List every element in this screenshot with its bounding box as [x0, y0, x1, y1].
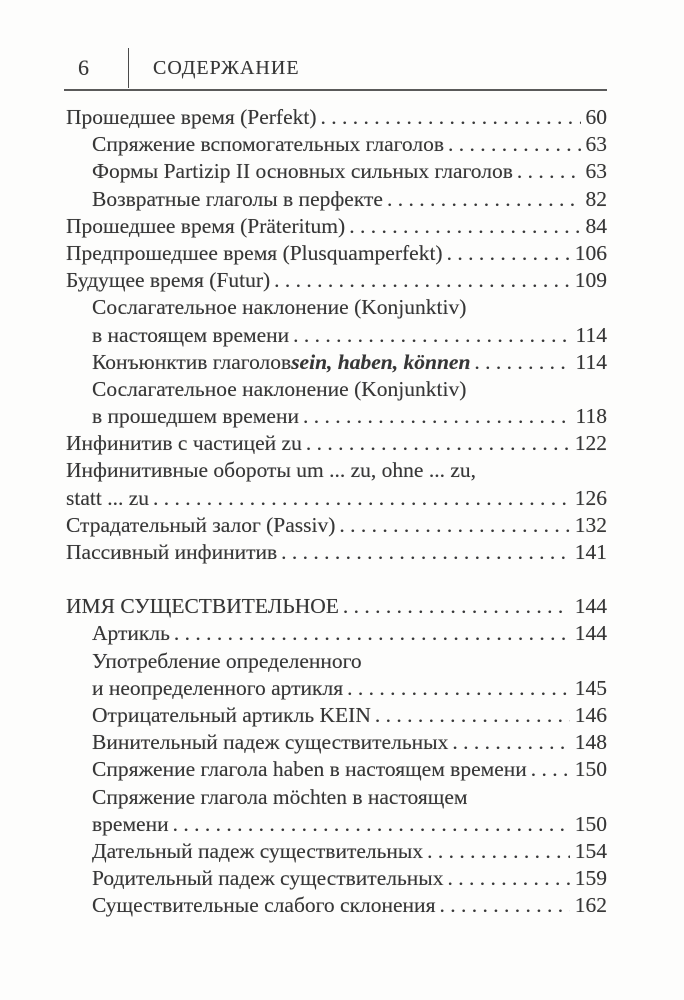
toc-entry — [66, 892, 607, 919]
toc-entry-title: Дательный падеж существительных — [92, 838, 424, 863]
toc-entry-page: 126 — [574, 485, 607, 510]
toc-entry-page: 118 — [575, 404, 607, 429]
toc-entry — [66, 430, 607, 457]
toc-entry-title: Сослагательное наклонение (Konjunktiv) — [92, 376, 467, 401]
toc-entry-emphasis: sein, haben, können — [291, 349, 471, 374]
toc-entry — [66, 593, 607, 620]
toc-entry-title: Инфинитивные обороты um ... zu, ohne ... zu, — [66, 458, 477, 483]
toc-entry-title: Спряжение глагола möchten в настоящем — [92, 784, 468, 809]
toc-entry-page: 159 — [574, 866, 607, 891]
toc-entry-title: в настоящем времени — [92, 322, 290, 347]
toc-entry-page: 106 — [574, 240, 607, 265]
toc-entry — [66, 267, 607, 294]
toc-entry-page: 162 — [574, 893, 607, 918]
toc-entry-page: 82 — [585, 186, 607, 211]
toc-dot-leader — [303, 403, 571, 430]
toc-dot-leader — [306, 430, 570, 457]
toc-dot-leader — [293, 322, 570, 349]
toc-entry — [66, 729, 607, 756]
toc-entry-title: Формы Partizip II основных сильных глаголов — [92, 159, 513, 184]
toc-dot-leader — [153, 485, 570, 512]
toc-entry-title: Инфинитив с частицей zu — [66, 431, 302, 456]
toc-entry-title: ИМЯ СУЩЕСТВИТЕЛЬНОЕ — [66, 594, 339, 619]
toc-entry-title: времени — [92, 811, 169, 836]
toc-entry-page: 145 — [574, 675, 607, 700]
toc-entry — [66, 457, 607, 484]
toc-entry — [66, 213, 607, 240]
toc-entry-title: Сослагательное наклонение (Konjunktiv) — [92, 295, 467, 320]
toc-entry-title: Употребление определенного — [92, 648, 362, 673]
toc-list — [66, 104, 607, 919]
running-head — [66, 48, 607, 88]
toc-entry-page: 63 — [585, 132, 607, 157]
toc-entry-title: Будущее время (Futur) — [66, 268, 271, 293]
toc-entry — [66, 186, 607, 213]
toc-dot-leader — [174, 620, 570, 647]
toc-dot-leader — [349, 213, 580, 240]
toc-entry — [66, 376, 607, 403]
toc-entry — [66, 648, 607, 675]
page-title: СОДЕРЖАНИЕ — [153, 56, 300, 79]
toc-dot-leader — [439, 892, 569, 919]
toc-entry-title: Отрицательный артикль KEIN — [92, 702, 371, 727]
toc-dot-leader — [531, 756, 570, 783]
toc-dot-leader — [321, 104, 581, 131]
toc-entry-title: Артикль — [92, 621, 170, 646]
toc-entry-page: 132 — [574, 512, 607, 537]
toc-entry-title: Страдательный залог (Passiv) — [66, 512, 336, 537]
toc-entry — [66, 811, 607, 838]
toc-entry — [66, 675, 607, 702]
toc-entry-page: 84 — [585, 213, 607, 238]
toc-entry — [66, 240, 607, 267]
toc-dot-leader — [427, 838, 570, 865]
toc-entry — [66, 702, 607, 729]
toc-dot-leader — [281, 539, 570, 566]
toc-entry-title: Предпрошедшее время (Plusquamperfekt) — [66, 240, 443, 265]
toc-entry-title: и неопределенного артикля — [92, 675, 344, 700]
toc-dot-leader — [347, 675, 570, 702]
toc-entry-page: 63 — [585, 159, 607, 184]
toc-entry — [66, 131, 607, 158]
toc-entry — [66, 620, 607, 647]
toc-dot-leader — [173, 811, 570, 838]
toc-entry-title: Винительный падеж существительных — [92, 730, 449, 755]
toc-entry — [66, 865, 607, 892]
toc-entry-page: 148 — [574, 730, 607, 755]
toc-dot-leader — [517, 158, 581, 185]
toc-dot-leader — [375, 702, 570, 729]
toc-entry-page: 114 — [575, 322, 607, 347]
toc-dot-leader — [274, 267, 570, 294]
toc-entry — [66, 784, 607, 811]
toc-entry-title: Прошедшее время (Perfekt) — [66, 105, 317, 129]
toc-dot-leader — [448, 131, 580, 158]
toc-dot-leader — [447, 240, 570, 267]
toc-entry-page: 141 — [574, 540, 607, 564]
toc-dot-leader — [387, 186, 581, 213]
toc-entry — [66, 104, 607, 131]
toc-entry-page: 60 — [585, 105, 607, 129]
toc-entry-title: Существительные слабого склонения — [92, 893, 436, 918]
header-divider-line — [128, 48, 129, 88]
toc-entry-title: statt ... zu — [66, 485, 149, 510]
toc-entry-title: Родительный падеж существительных — [92, 866, 444, 891]
toc-entry-page: 109 — [574, 268, 607, 293]
toc-entry-title: Пассивный инфинитив — [66, 540, 278, 564]
toc-entry — [66, 322, 607, 349]
toc-entry — [66, 512, 607, 539]
toc-entry — [66, 403, 607, 430]
toc-dot-leader — [474, 349, 570, 376]
toc-entry — [66, 349, 607, 376]
toc-entry-page: 122 — [574, 431, 607, 456]
toc-entry — [66, 158, 607, 185]
toc-entry — [66, 756, 607, 783]
page-number: 6 — [78, 55, 89, 80]
toc-dot-leader — [339, 512, 569, 539]
toc-entry-page: 146 — [574, 702, 607, 727]
toc-entry — [66, 294, 607, 321]
toc-dot-leader — [343, 593, 570, 620]
header-rule-line — [64, 89, 607, 91]
toc-entry-page: 144 — [574, 594, 607, 619]
toc-entry-title: Возвратные глаголы в перфекте — [92, 186, 383, 211]
toc-entry-page: 150 — [574, 811, 607, 836]
toc-entry-title: в прошедшем времени — [92, 404, 299, 429]
toc-entry-page: 150 — [574, 757, 607, 782]
toc-entry-title: Прошедшее время (Präteritum) — [66, 213, 346, 238]
toc-entry-page: 144 — [574, 621, 607, 646]
toc-entry-title: Спряжение вспомогательных глаголов — [92, 132, 445, 157]
toc-entry-title: Спряжение глагола haben в настоящем времени — [92, 757, 527, 782]
toc-entry — [66, 838, 607, 865]
toc-entry-page: 154 — [574, 838, 607, 863]
toc-entry — [66, 485, 607, 512]
toc-entry-page: 114 — [575, 349, 607, 374]
toc-entry — [66, 539, 607, 566]
toc-entry-title: Конъюнктив глаголов — [92, 349, 292, 374]
toc-dot-leader — [447, 865, 569, 892]
toc-dot-leader — [452, 729, 569, 756]
